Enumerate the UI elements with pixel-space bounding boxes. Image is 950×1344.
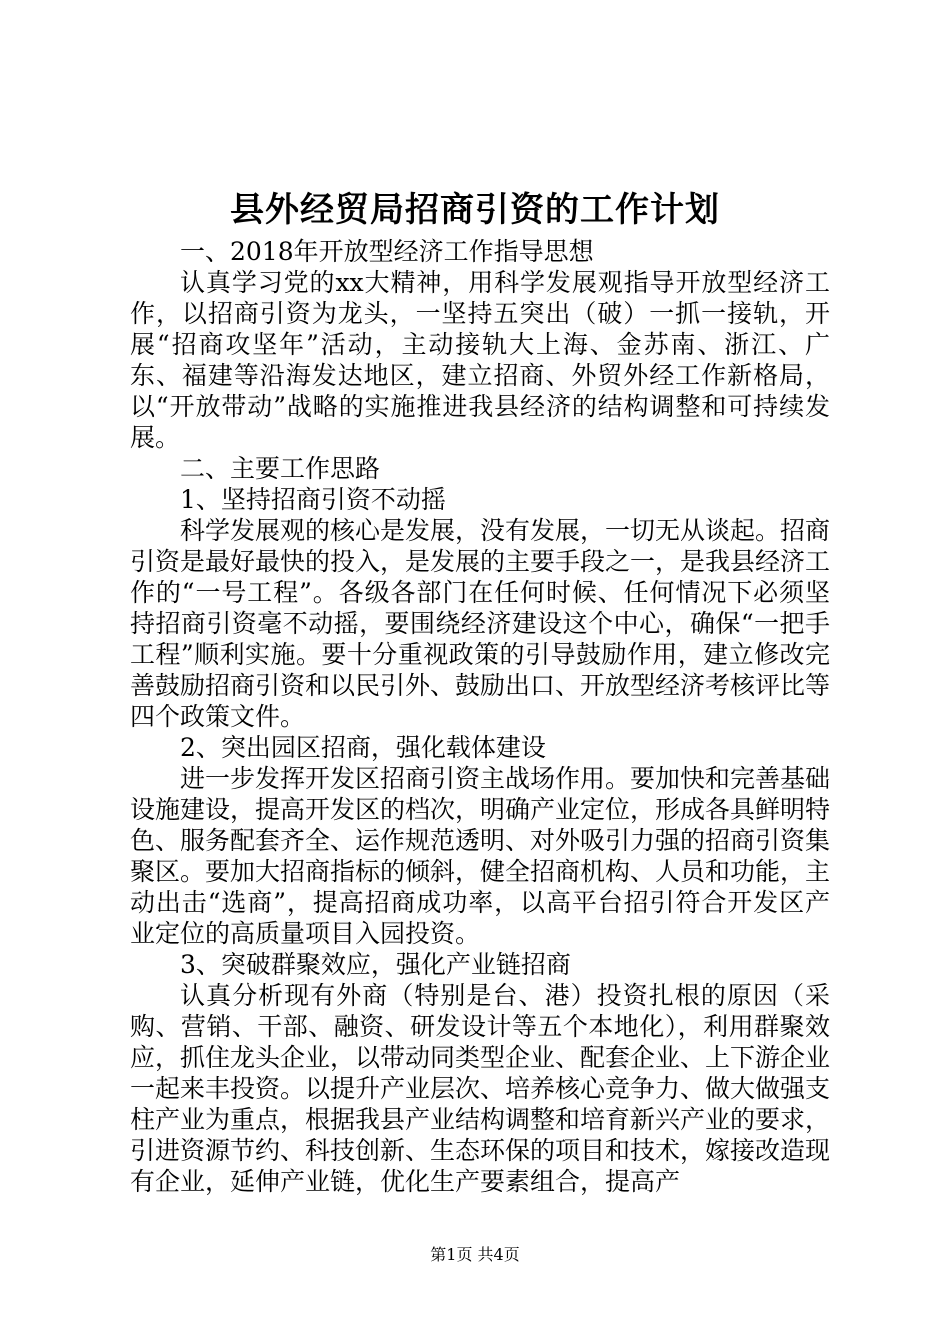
document-body	[130, 236, 830, 1197]
section1-heading: 一、2018年开放型经济工作指导思想	[180, 237, 594, 266]
item3-paragraph: 认真分析现有外商（特别是台、港）投资扎根的原因（采购、营销、干部、融资、研发设计等五个本地化），利用群聚效应，抓住龙头企业，以带动同类型企业、配套企业、上下游企业一起来丰投资。以提升产业层次、培养核心竞争力、做大做强支柱产业为重点，根据我县产业结构调整和培育新兴产业的要求，引进资源节约、科技创新、生态环保的项目和技术，嫁接改造现有企业，延伸产业链，优化生产要素组合，提高产	[130, 981, 831, 1196]
section2-heading: 二、主要工作思路	[180, 454, 381, 483]
section1-paragraph: 认真学习党的xx大精神，用科学发展观指导开放型经济工作，以招商引资为龙头，一坚持五突出（破）一抓一接轨，开展“招商攻坚年”活动，主动接轨大上海、金苏南、浙江、广东、福建等沿海发达地区，建立招商、外贸外经工作新格局，以“开放带动”战略的实施推进我县经济的结构调整和可持续发展。	[130, 268, 830, 452]
page-footer: 第1页 共4页	[430, 1245, 520, 1264]
document-title: 县外经贸局招商引资的工作计划	[230, 190, 720, 230]
item3-heading: 3、突破群聚效应，强化产业链招商	[180, 950, 571, 979]
item1-paragraph: 科学发展观的核心是发展，没有发展，一切无从谈起。招商引资是最好最快的投入，是发展的主要手段之一，是我县经济工作的“一号工程”。各级各部门在任何时候、任何情况下必须坚持招商引资毫不动摇，要围绕经济建设这个中心，确保“一把手工程”顺利实施。要十分重视政策的引导鼓励作用，建立修改完善鼓励招商引资和以民引外、鼓励出口、开放型经济考核评比等四个政策文件。	[130, 516, 831, 731]
item2-paragraph: 进一步发挥开发区招商引资主战场作用。要加快和完善基础设施建设，提高开发区的档次，明确产业定位，形成各具鲜明特色、服务配套齐全、运作规范透明、对外吸引力强的招商引资集聚区。要加大招商指标的倾斜，健全招商机构、人员和功能，主动出击“选商”，提高招商成功率，以高平台招引符合开发区产业定位的高质量项目入园投资。	[130, 764, 831, 948]
item1-heading: 1、坚持招商引资不动摇	[180, 485, 446, 514]
item2-heading: 2、突出园区招商，强化载体建设	[180, 733, 546, 762]
